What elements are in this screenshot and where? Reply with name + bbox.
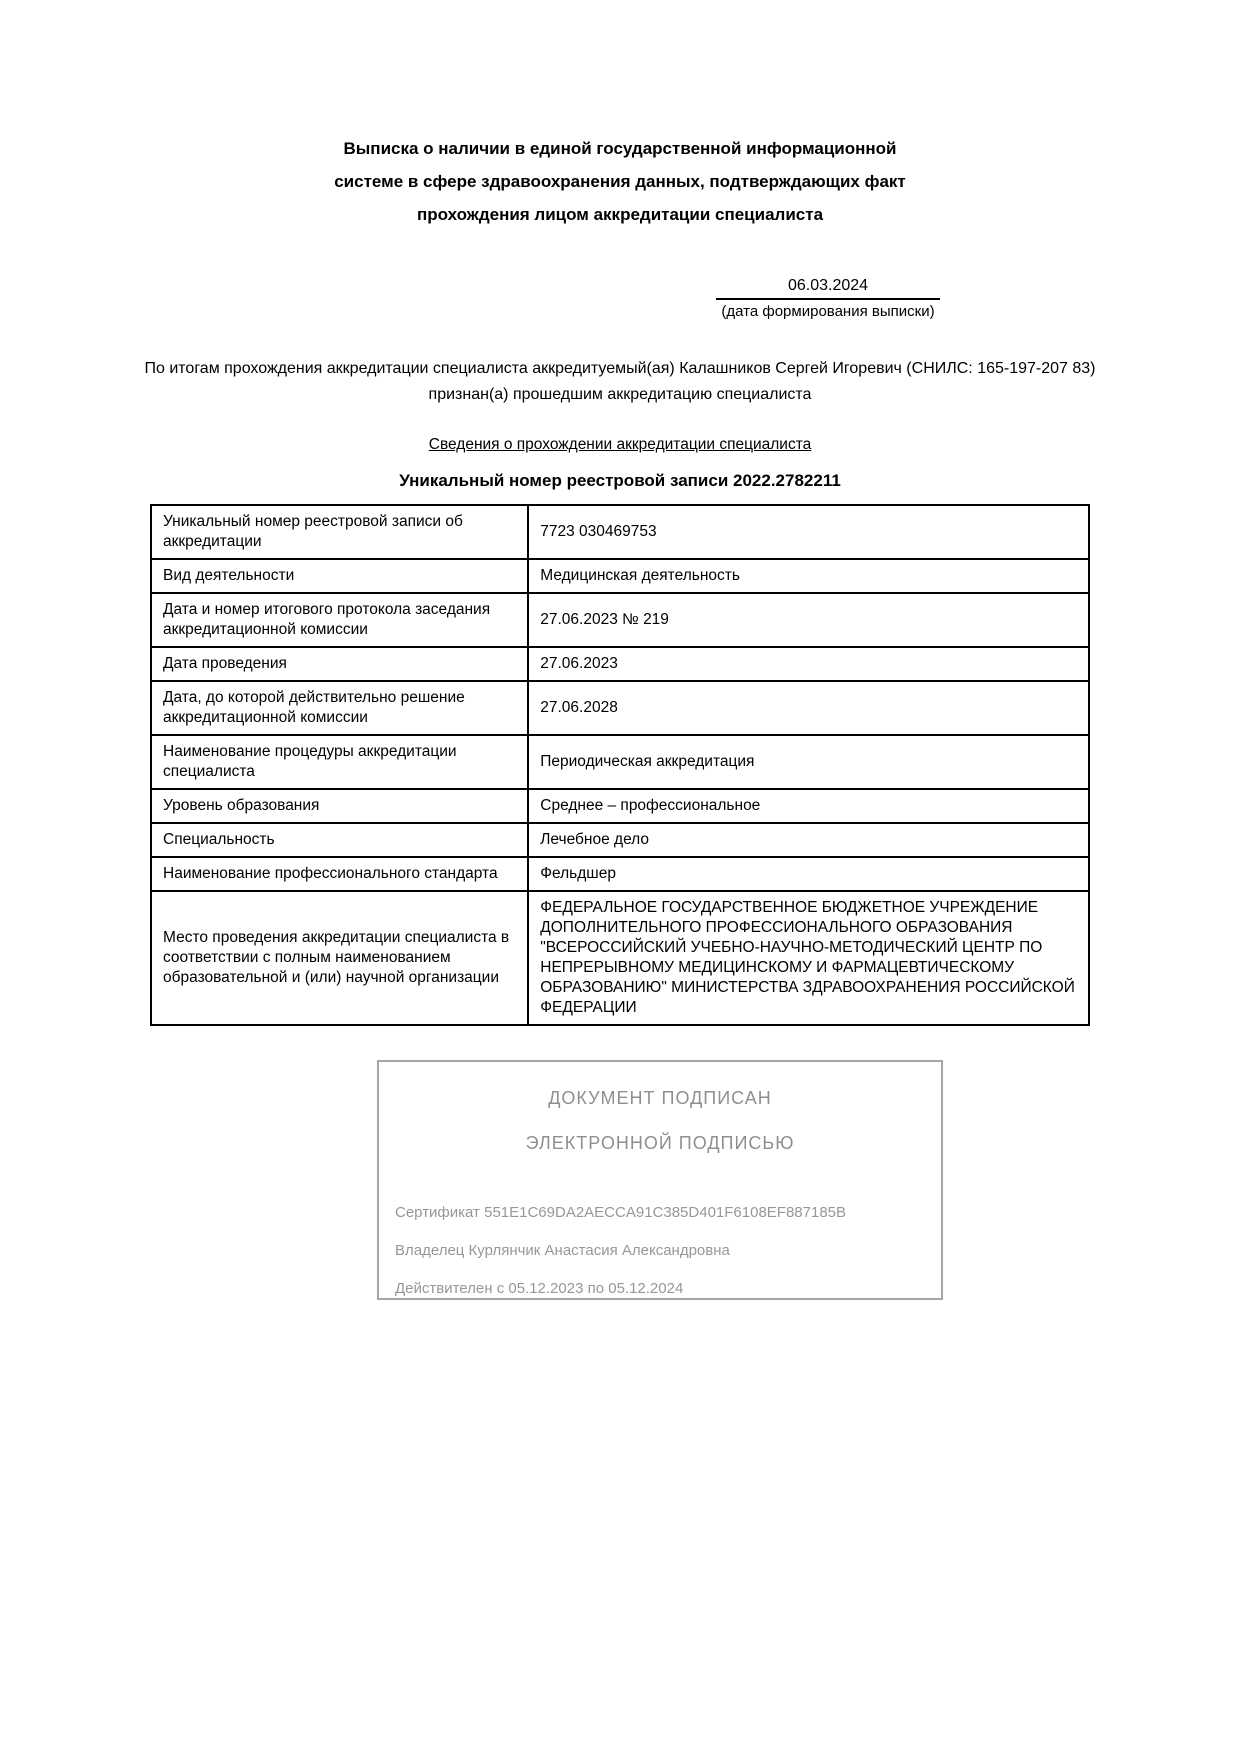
owner-line: Владелец Курлянчик Анастасия Александровна bbox=[395, 1242, 730, 1259]
row-label: Уникальный номер реестровой записи об аккредитации bbox=[151, 505, 528, 559]
row-value: 27.06.2028 bbox=[528, 681, 1089, 735]
page-title bbox=[0, 132, 1240, 231]
table-row bbox=[151, 647, 1089, 681]
row-label: Наименование процедуры аккредитации специалиста bbox=[151, 735, 528, 789]
certificate-line: Сертификат 551E1C69DA2AECCA91C385D401F6108EF887185B bbox=[395, 1204, 847, 1221]
row-value: 27.06.2023 bbox=[528, 647, 1089, 681]
row-value: Периодическая аккредитация bbox=[528, 735, 1089, 789]
row-label: Дата проведения bbox=[151, 647, 528, 681]
signature-title-line-2: ЭЛЕКТРОННОЙ ПОДПИСЬЮ bbox=[525, 1133, 795, 1153]
row-label: Вид деятельности bbox=[151, 559, 528, 593]
row-label: Место проведения аккредитации специалиста в соответствии с полным наименованием образовательной и (или) научной организации bbox=[151, 891, 528, 1025]
row-value: 27.06.2023 № 219 bbox=[528, 593, 1089, 647]
page-title-line-2: системе в сфере здравоохранения данных, подтверждающих факт bbox=[334, 172, 906, 191]
issue-date: 06.03.2024 bbox=[716, 277, 940, 300]
intro-paragraph: По итогам прохождения аккредитации специалиста аккредитуемый(ая) Калашников Сергей Игоревич (СНИЛС: 165-197-207 83) признан(а) прошедшим аккредитацию специалиста bbox=[144, 360, 1096, 403]
signature-block bbox=[377, 1060, 943, 1300]
row-label: Наименование профессионального стандарта bbox=[151, 857, 528, 891]
signature-title-line-1: ДОКУМЕНТ ПОДПИСАН bbox=[548, 1088, 772, 1108]
row-value: Среднее – профессиональное bbox=[528, 789, 1089, 823]
table-row bbox=[151, 891, 1089, 1025]
issue-date-caption: (дата формирования выписки) bbox=[721, 303, 935, 320]
accreditation-table-body bbox=[151, 505, 1089, 1025]
table-row bbox=[151, 789, 1089, 823]
row-label: Дата, до которой действительно решение аккредитационной комиссии bbox=[151, 681, 528, 735]
table-row bbox=[151, 735, 1089, 789]
table-row bbox=[151, 823, 1089, 857]
registry-number-header: Уникальный номер реестровой записи 2022.2782211 bbox=[399, 471, 841, 490]
accreditation-table bbox=[150, 504, 1090, 1026]
page-title-line-3: прохождения лицом аккредитации специалиста bbox=[416, 205, 824, 224]
page-title-line-1: Выписка о наличии в единой государственной информационной bbox=[343, 139, 897, 158]
table-row bbox=[151, 681, 1089, 735]
table-row bbox=[151, 505, 1089, 559]
validity-line: Действителен с 05.12.2023 по 05.12.2024 bbox=[395, 1280, 684, 1297]
row-label: Дата и номер итогового протокола заседания аккредитационной комиссии bbox=[151, 593, 528, 647]
row-value: Лечебное дело bbox=[528, 823, 1089, 857]
row-value: ФЕДЕРАЛЬНОЕ ГОСУДАРСТВЕННОЕ БЮДЖЕТНОЕ УЧРЕЖДЕНИЕ ДОПОЛНИТЕЛЬНОГО ПРОФЕССИОНАЛЬНОГО ОБРАЗОВАНИЯ "ВСЕРОССИЙСКИЙ УЧЕБНО-НАУЧНО-МЕТОДИЧЕСКИЙ ЦЕНТР ПО НЕПРЕРЫВНОМУ МЕДИЦИНСКОМУ И ФАРМАЦЕВТИЧЕСКОМУ ОБРАЗОВАНИЮ" МИНИСТЕРСТВА ЗДРАВООХРАНЕНИЯ РОССИЙСКОЙ ФЕДЕРАЦИИ bbox=[528, 891, 1089, 1025]
section-header: Сведения о прохождении аккредитации специалиста bbox=[428, 436, 812, 453]
table-row bbox=[151, 857, 1089, 891]
row-label: Уровень образования bbox=[151, 789, 528, 823]
row-value: Фельдшер bbox=[528, 857, 1089, 891]
row-label: Специальность bbox=[151, 823, 528, 857]
row-value: 7723 030469753 bbox=[528, 505, 1089, 559]
row-value: Медицинская деятельность bbox=[528, 559, 1089, 593]
issue-date-block bbox=[716, 277, 940, 320]
table-row bbox=[151, 559, 1089, 593]
table-row bbox=[151, 593, 1089, 647]
